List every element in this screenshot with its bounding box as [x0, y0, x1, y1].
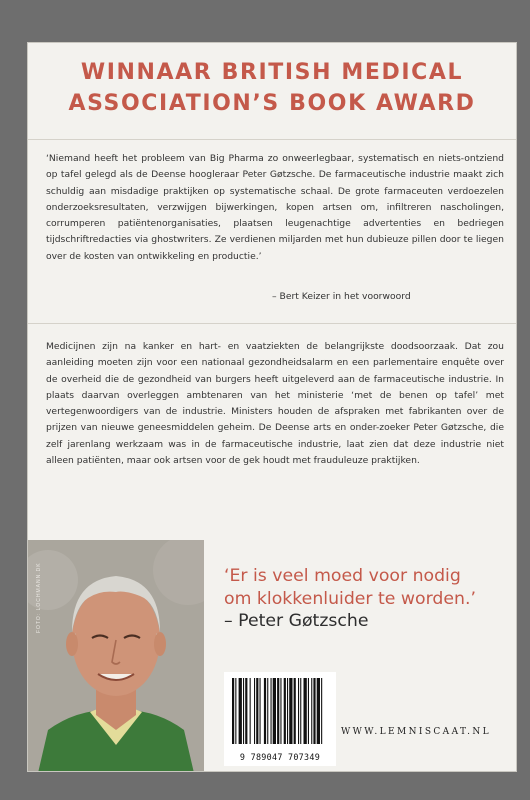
photo-credit: FOTO: LOCHMANN.DK — [36, 562, 42, 633]
author-photo — [28, 540, 204, 772]
award-line-1: WINNAAR BRITISH MEDICAL — [80, 60, 464, 85]
divider-top — [28, 139, 516, 140]
blurb-text: Medicijnen zijn na kanker en hart- en vaatziekten de belangrijkste doodsoorzaak. Dat zou aanleiding moeten zijn voor een nationaal gezondheidsalarm en een parlementaire enquête over de overheid die de gezondheid van burgers heeft uitgeleverd aan de farmaceutische industrie. In plaats daarvan overleggen ambtenaren van het ministerie ‘met de benen op tafel’ met vertegenwoordigers van de industrie. Ministers houden de afspraken met fabrikanten over de prijzen van nieuwe geneesmiddelen geheim. De Deense arts en onder-zoeker Peter Gøtzsche, die zelf jarenlang werkzaam was in de farmaceutische industrie, laat zien dat deze industrie niet alleen patiënten, maar ook artsen voor de gek houdt met frauduleuze praktijken. — [46, 341, 504, 467]
divider-middle — [28, 323, 516, 324]
review-attribution: – Bert Keizer in het voorwoord — [272, 291, 411, 302]
barcode-bars — [224, 672, 336, 750]
pull-quote-author: – Peter Gøtzsche — [224, 611, 369, 631]
pull-quote-line-1: ‘Er is veel moed voor nodig — [224, 566, 461, 586]
book-back-cover — [27, 42, 517, 772]
publisher-website[interactable]: WWW.LEMNISCAAT.NL — [341, 727, 491, 737]
isbn-barcode — [224, 672, 336, 766]
award-line-2: ASSOCIATION’S BOOK AWARD — [68, 91, 476, 116]
author-portrait-image — [28, 540, 204, 772]
pull-quote-line-2: om klokkenluider te worden.’ — [224, 588, 476, 609]
isbn-number: 9 789047 707349 — [239, 752, 321, 762]
pull-quote — [224, 565, 514, 633]
review-quote: ‘Niemand heeft het probleem van Big Pharma zo onweerlegbaar, systematisch en niets-ontziend op tafel gelegd als de Deense hoogleraar Peter Gøtzsche. De farmaceutische industrie maakt zich schuldig aan misdadige praktijken op systematische schaal. De grote farmaceuten verdoezelen onderzoeksresultaten, verzwijgen bijwerkingen, kopen artsen om, infiltreren nascholingen, corrumperen patiëntenorganisaties, plaatsen leugenachtige advertenties en bedriegen tijdschriftredacties via ghostwriters. Ze verdienen miljarden met hun dubieuze pillen door te liegen over de kosten van ontwikkeling en productie.’ — [46, 153, 504, 262]
award-heading — [28, 57, 516, 119]
